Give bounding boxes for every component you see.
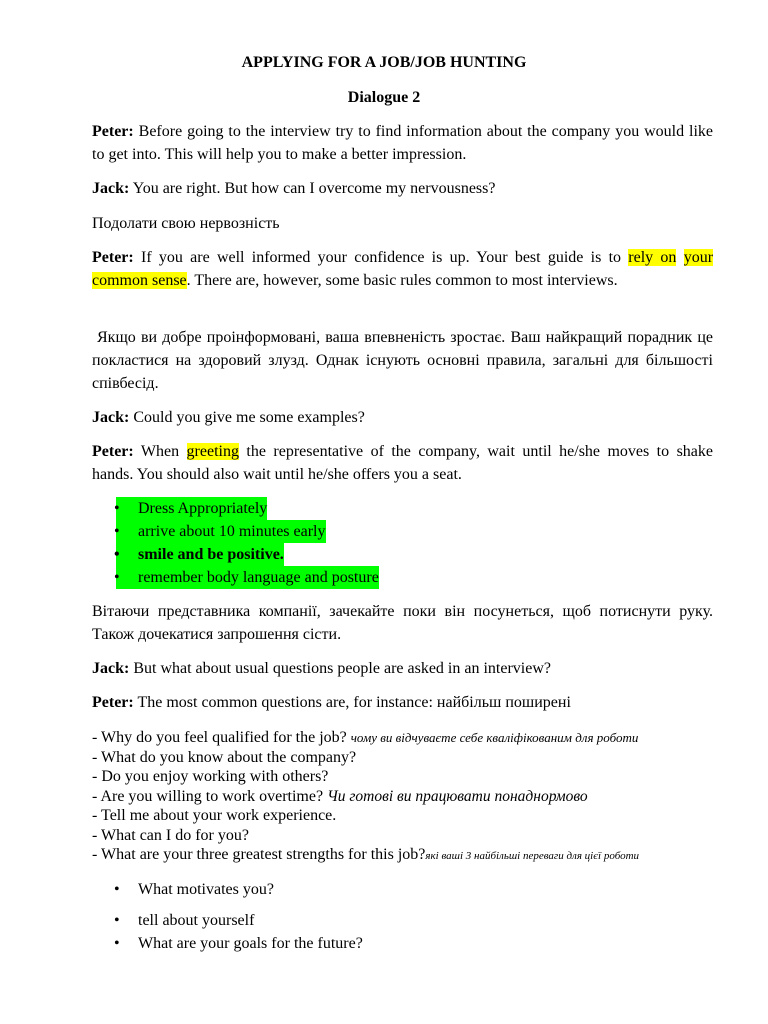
question-text: - What can I do for you?: [92, 826, 249, 844]
question-line: [92, 767, 732, 787]
list-item: [92, 878, 274, 901]
paragraph-text: Could you give me some examples?: [129, 409, 365, 426]
list-item-text: Dress Appropriately: [138, 500, 268, 517]
question-text: - What do you know about the company?: [92, 748, 357, 766]
list-item: [92, 543, 379, 566]
paragraph-translation-1: Подолати свою нервозність: [92, 215, 280, 232]
list-item-text: tell about yourself: [138, 912, 255, 929]
highlight-rely-on: rely on: [628, 249, 677, 266]
paragraph-text: When: [133, 443, 187, 460]
list-item: [92, 497, 379, 520]
question-line: [92, 787, 732, 807]
dialogue-subtitle: Dialogue 2: [347, 89, 421, 106]
question-line: [92, 728, 732, 748]
green-bullet-list: [92, 497, 379, 589]
bullet-icon: •: [114, 569, 120, 586]
list-item-text: smile and be positive.: [138, 546, 284, 563]
bullet-icon: •: [114, 546, 120, 563]
paragraph-peter-2: [92, 246, 713, 292]
paragraph-text: the representative of the company, wait until he/she moves to shake hands. You should also wait until he/she offers you a seat.: [92, 443, 713, 483]
list-item-text: What are your goals for the future?: [138, 935, 363, 952]
list-item-text: arrive about 10 minutes early: [138, 523, 326, 540]
paragraph-jack-3: [92, 657, 713, 680]
speaker-label: Peter:: [92, 694, 134, 711]
bullet-icon: •: [114, 881, 120, 898]
speaker-label: Jack:: [92, 660, 130, 677]
question-text: - Tell me about your work experience.: [92, 807, 337, 824]
paragraph-jack-2: [92, 406, 713, 429]
list-item: [92, 909, 363, 932]
question-line: [92, 806, 732, 826]
highlight-greeting: greeting: [186, 443, 239, 460]
speaker-label: Jack:: [92, 409, 130, 426]
paragraph-peter-4: [92, 691, 713, 714]
speaker-label: Peter:: [92, 443, 134, 460]
list-item: [92, 520, 379, 543]
plain-bullet-list-2: [92, 909, 363, 955]
paragraph-text: You are right. But how can I overcome my nervousness?: [129, 180, 496, 197]
bullet-icon: •: [114, 935, 120, 952]
bullet-icon: •: [114, 500, 120, 517]
document-title: APPLYING FOR A JOB/JOB HUNTING: [241, 54, 527, 71]
paragraph-translation-3: Вітаючи представника компанії, зачекайте поки він посунеться, щоб потиснути руку. Також дочекатися запрошення сісти.: [92, 603, 713, 643]
question-line: [92, 826, 732, 846]
question-translation: які ваші 3 найбільші переваги для цієї роботи: [425, 850, 640, 862]
highlight-common-sense: your common sense: [92, 249, 714, 289]
question-list: [92, 728, 732, 865]
paragraph-text: The most common questions are, for instance: найбільш поширені: [133, 694, 571, 711]
paragraph-peter-1: [92, 120, 713, 166]
list-item-text: What motivates you?: [138, 881, 274, 898]
plain-bullet-list: [92, 878, 274, 901]
paragraph-translation-2: Якщо ви добре проінформовані, ваша впевненість зростає. Ваш найкращий порадник це покластися на здоровий злузд. Однак існують основні правила, загальні для більшості співбесід.: [92, 329, 713, 392]
question-text: - What are your three greatest strengths for this job?: [92, 846, 426, 863]
speaker-label: Jack:: [92, 180, 130, 197]
question-text: - Are you willing to work overtime?: [92, 787, 328, 805]
list-item: [92, 566, 379, 589]
speaker-label: Peter:: [92, 249, 134, 266]
question-text: - Why do you feel qualified for the job?: [92, 729, 351, 746]
paragraph-jack-1: [92, 177, 713, 200]
question-translation: чому ви відчуваєте себе кваліфікованим для роботи: [350, 730, 639, 745]
paragraph-peter-3: [92, 440, 713, 486]
question-translation: Чи готові ви працювати понаднормово: [327, 787, 588, 805]
list-item-text: remember body language and posture: [138, 569, 379, 586]
bullet-icon: •: [114, 523, 120, 540]
paragraph-text: Before going to the interview try to find information about the company you would like to get into. This will help you to make a better impression.: [92, 123, 713, 163]
question-line: [92, 845, 732, 865]
list-item: [92, 932, 363, 955]
paragraph-text: . There are, however, some basic rules common to most interviews.: [186, 272, 618, 289]
question-line: [92, 748, 732, 768]
question-text: - Do you enjoy working with others?: [92, 768, 329, 785]
bullet-icon: •: [114, 912, 120, 929]
paragraph-text: But what about usual questions people are asked in an interview?: [129, 660, 551, 677]
speaker-label: Peter:: [92, 123, 134, 140]
paragraph-text: If you are well informed your confidence is up. Your best guide is to: [133, 249, 629, 266]
